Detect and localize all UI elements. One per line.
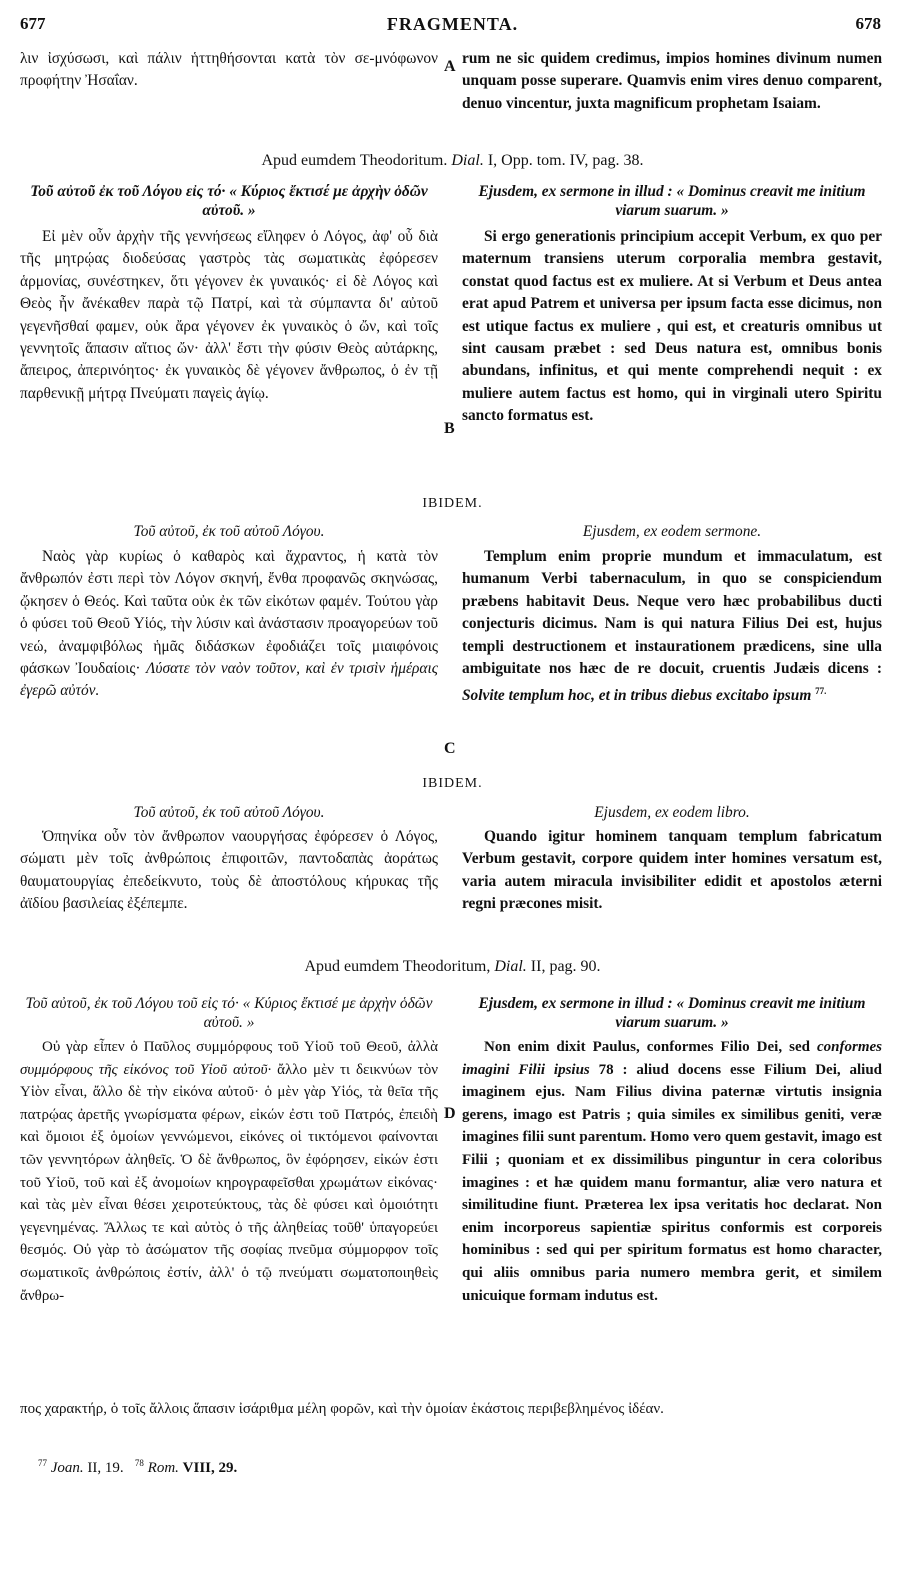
- heading-dial: Dial.: [451, 152, 484, 169]
- greek-subheading-2: Τοῦ αὐτοῦ, ἐκ τοῦ αὐτοῦ Λόγου.: [133, 523, 325, 540]
- footnote-loc-78: VIII, 29.: [182, 1460, 238, 1476]
- latin-quote-4: conformes imagini Filii ipsius: [462, 1039, 882, 1078]
- greek-paragraph-4: [20, 1036, 438, 1307]
- latin-subheading-4: Ejusdem, ex sermone in illud : « Dominus creavit me initium viarum suarum. »: [478, 995, 866, 1031]
- margin-letter-b: B: [444, 420, 455, 437]
- margin-letter-d: D: [444, 1105, 456, 1122]
- footnote-book-77: Joan.: [50, 1460, 84, 1476]
- section-heading-1: [0, 152, 905, 170]
- latin-paragraph-1: Si ergo generationis principium accepit Verbum, ex quo per maternum transiens uterum corporalia membra gestavit, constat quod factus est ex muliere. At si Verbum et Deus antea erat apud Patrem et universa per ipsum facta esse dicimus, non est utique factus ex muliere , qui est, et creaturis omnibus ut sint causam præbet : sed Deus natura est, omnibus bonis abundans, infinitus, et qui mente comprehendi nequit : ex muliere autem factus est homo, qui in virginali utero Spiritu sancto formatus est.: [462, 228, 882, 425]
- greek-paragraph-3: Ὁπηνίκα οὖν τὸν ἄνθρωπον ναουργήσας ἐφόρεσεν ὁ Λόγος, σώματι μὲν τοῖς ἀνθρώποις ἐπιφοιτῶν, παντοδαπὰς ἀοράτως θαυματουργίας ἐπεδείκνυτο, τοὺς δὲ ἀποστόλους κήρυκας τῆς ἀϊδίου βασιλείας ἐξέπεμπε.: [20, 828, 438, 913]
- latin-subheading-3: Ejusdem, ex eodem libro.: [594, 804, 750, 821]
- ibidem-heading-1: IBIDEM.: [422, 496, 483, 511]
- greek-subheading-4: Τοῦ αὐτοῦ, ἐκ τοῦ Λόγου τοῦ εἰς τό· « Κύριος ἔκτισέ με ἀρχὴν ὁδῶν αὐτοῦ. »: [25, 995, 433, 1031]
- greek-tail-line: πος χαρακτήρ, ὁ τοῖς ἄλλοις ἅπασιν ἰσάριθμα μέλη φορῶν, καὶ τὴν ὁμοίαν ἑκάστοις περιβεβλημένος ἰδέαν.: [20, 1401, 664, 1417]
- latin-text-4b: 78 : aliud docens esse Filium Dei, aliud imaginem ejus. Nam Filius divina paternæ virtutis insignia gerens, imago est Patris ; quia similes ex similibus geniti, veræ imagines filii sunt parentum. Homo vero quem gestavit, imago est Filii ; quoniam et ex dissimilibus pinguntur in cera coloribus imagines : et hæ quidem manu formantur, aliæ vero natura et similitudine fiunt. Præterea lex ipsa veritatis hoc declarat. Non enim incorporeus sapientiæ spiritus conformis est corporeis hominibus : sed qui per spiritum formatus est homo character, qui aliis omnibus paria numero membra gerit, et similem unicuique formam indutus est.: [462, 1061, 882, 1304]
- greek-subheading-1: Τοῦ αὐτοῦ ἐκ τοῦ Λόγου εἰς τό· « Κύριος ἔκτισέ με ἀρχὴν ὁδῶν αὐτοῦ. »: [30, 183, 428, 219]
- latin-paragraph-3: Quando igitur hominem tanquam templum fabricatum Verbum gestavit, corpore quidem inter homines versatum est, varia autem miracula invisibiliter edidit et apostolos æterni regni præcones misit.: [462, 828, 882, 913]
- greek-quote-4: συμμόρφους τῆς εἰκόνος τοῦ Υἱοῦ αὐτοῦ·: [20, 1061, 272, 1078]
- greek-subheading-3: Τοῦ αὐτοῦ, ἐκ τοῦ αὐτοῦ Λόγου.: [133, 804, 325, 821]
- page-number-right: 678: [855, 14, 881, 33]
- heading-text: Apud eumdem Theodoritum.: [261, 152, 448, 169]
- footnote-loc-77: II, 19.: [87, 1460, 124, 1476]
- latin-text-4a: Non enim dixit Paulus, conformes Filio Dei, sed: [484, 1039, 810, 1055]
- heading-dial: Dial.: [494, 958, 527, 975]
- greek-column-block1: λιν ἰσχύσωσι, καὶ πάλιν ἡττηθήσονται κατὰ τὸν σε-μνόφωνον προφήτην Ἠσαΐαν.: [20, 50, 438, 90]
- latin-paragraph-4: [462, 1036, 882, 1307]
- greek-paragraph-2: [20, 546, 438, 703]
- footnote-book-78: Rom.: [147, 1460, 179, 1476]
- footnotes: [38, 1458, 237, 1477]
- running-title: FRAGMENTA.: [386, 14, 519, 34]
- margin-letter-c: C: [444, 740, 456, 757]
- heading-ref: II, pag. 90.: [530, 958, 601, 975]
- latin-subheading-2: Ejusdem, ex eodem sermone.: [582, 523, 762, 540]
- section-heading-2: [0, 958, 905, 976]
- latin-quote-2: Solvite templum hoc, et in tribus diebus excitabo ipsum: [462, 687, 812, 705]
- heading-text: Apud eumdem Theodoritum,: [304, 958, 491, 975]
- latin-paragraph-2: [462, 546, 882, 708]
- greek-quote-2: Λύσατε τὸν ναὸν τοῦτον, καὶ ἐν τρισὶν ἡμέραις ἐγερῶ αὐτόν.: [20, 660, 438, 700]
- greek-paragraph-1: Εἰ μὲν οὖν ἀρχὴν τῆς γεννήσεως εἴληφεν ὁ Λόγος, ἀφ' οὗ διὰ τῆς μητρῴας διοδεύσας γαστρὸς τὰς σωματικὰς ἐφόρεσεν ἁρμονίας, συνέστηκεν, ὅτι γέγονεν ἐκ γυναικός· εἰ δὲ Λόγος καὶ Θεὸς ἦν ἄνέκαθεν παρὰ τῷ Πατρί, καὶ τὰ σύμπαντα δι' αὐτοῦ γεγενῆσθαί φαμεν, οὐκ ἄρα γέγονεν ἐκ γυναικὸς ὁ ὤν, καὶ τοῖς γεννητοῖς ἅπασιν αἴτιος ὤν· ἀλλ' ἔστι τὴν φύσιν Θεὸς αὐτάρκης, ἄπειρος, ἀπερινόητος· ἐκ γυναικὸς δὲ γέγονεν ἄνθρωπος, ὁ ἐν τῇ παρθενικῇ μήτρᾳ Πνεύματι παγεὶς ἁγίῳ.: [20, 228, 438, 402]
- page-number-left: 677: [20, 14, 46, 33]
- greek-text-4b: ἄλλο μὲν τι δεικνύων τὸν Υἱὸν εἶναι, ἄλλο δὲ τὴν εἰκόνα αὐτοῦ· ὁ μὲν γὰρ Υἱός, τὰ θεῖα τῆς πατρῴας ἀρετῆς γνωρίσματα φέρων, εἰκών ἐστι τοῦ Πατρός, ἐπειδὴ καὶ ὅμοιοι ἐξ ὁμοίων γεννώμενοι, εἰκόνες οἱ τικτόμενοι φαίνονται τῶν γεννητόρων ἀληθεῖς. Ὁ δὲ ἄνθρωπος, ὃν ἐφόρησεν, εἰκών ἐστι τοῦ Υἱοῦ, τοῦ καὶ ἐξ ἀνομοίων κηρογραφεῖσθαι χρωμάτων εἰκόνας· καὶ τὰς μὲν εἶναι θέσει χειροτεύκτους, τὰς δὲ φύσει καὶ ὁμοιότητι γεγενημένας. Ἄλλως τε καὶ αὐτὸς ὁ τῆς ἀληθείας τοῦθ' ὑπαγορεύει θεσμός. Οὐ γὰρ τὸ ἀσώματον τῆς σοφίας πνεῦμα σύμμορφον τοῖς σωματικοῖς ἀνθρώποις ἐστίν, ἀλλ' ὁ τῷ πνεύματι σωματοποιηθεὶς ἄνθρω-: [20, 1061, 439, 1304]
- ibidem-heading-2: IBIDEM.: [422, 776, 483, 791]
- greek-text-4a: Οὐ γὰρ εἶπεν ὁ Παῦλος συμμόρφους τοῦ Υἱοῦ τοῦ Θεοῦ, ἀλλὰ: [42, 1039, 438, 1055]
- heading-ref: I, Opp. tom. IV, pag. 38.: [487, 152, 644, 169]
- latin-subheading-1: Ejusdem, ex sermone in illud : « Dominus creavit me initium viarum suarum. »: [478, 183, 866, 219]
- greek-text-2: Ναὸς γὰρ κυρίως ὁ καθαρὸς καὶ ἄχραντος, ἡ κατὰ τὸν ἄνθρωπόν ἐστι περὶ τὸν Λόγον σκηνή, ἔνθα προφανῶς σκηνώσας, ᾤκησεν ὁ Θεός. Καὶ ταῦτα οὐκ ἐκ τῶν εἰκότων φαμέν. Τούτου γὰρ ὁ φύσει τοῦ Θεοῦ Υἱός, τὴν λύσιν καὶ ἀνάστασιν προαγορεύων τοῦ νεώ, ἀναμφιβόλως ἡμᾶς διδάσκων ἐφοδιάζει τοῖς μιαιφόνοις φάσκων Ἰουδαίοις·: [20, 548, 438, 678]
- footnote-ref-77: 77.: [815, 686, 827, 697]
- footnote-num-78: 78: [134, 1458, 144, 1468]
- latin-column-block1: rum ne sic quidem credimus, impios homines divinum numen unquam posse superare. Quamvis enim vires denuo comparent, denuo vincentur, juxta magnificum prophetam Isaiam.: [462, 50, 882, 112]
- footnote-num-77: 77: [38, 1458, 47, 1468]
- latin-text-2: Templum enim proprie mundum et immaculatum, est humanum Verbi tabernaculum, in quo se conspiciendum præbens habitavit Deus. Neque vero hæc probabilibus ducti conjecturis dicimus. Nam is qui natura Filius Dei est, hujus templi destructionem et instaurationem prædicens, sine ulla ambiguitate nos hæc de re docuit, cruentis Judæis dicens :: [462, 548, 882, 678]
- margin-letter-a: A: [444, 58, 456, 75]
